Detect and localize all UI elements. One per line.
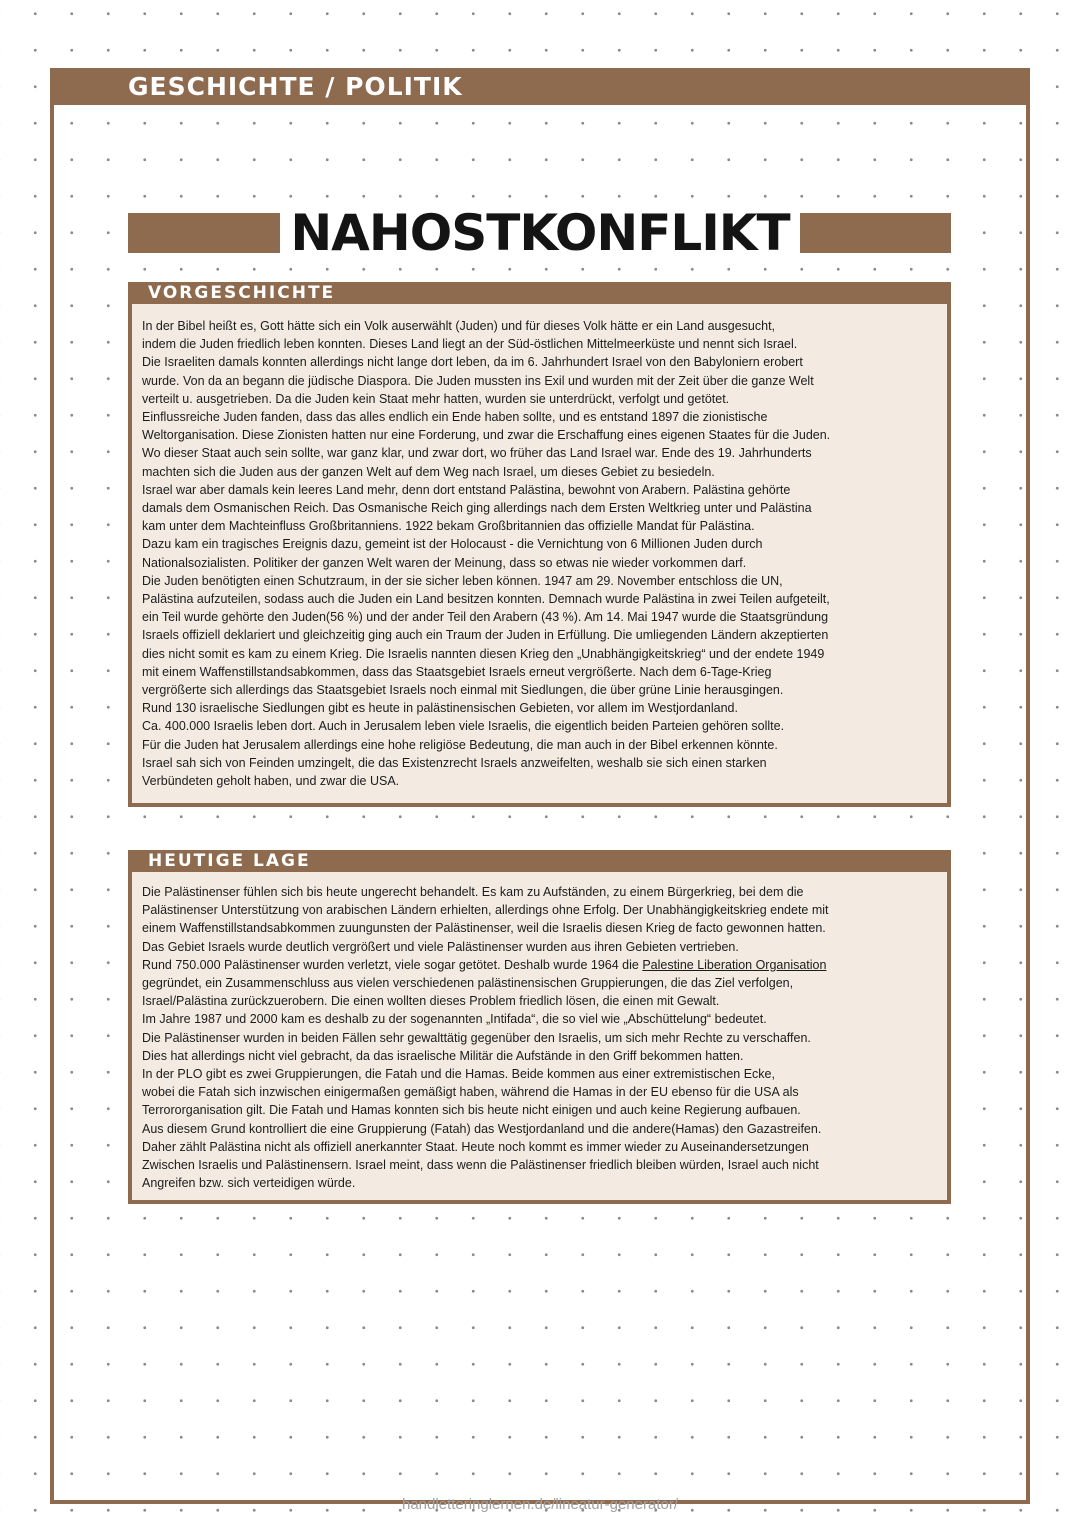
text-line: Israel/Palästina zurückzuerobern. Die einen wollten dieses Problem friedlich lösen, die einen mit Gewalt. (142, 994, 720, 1009)
section-heutige-lage (128, 850, 951, 1204)
section-body (132, 304, 947, 790)
text-line: Zwischen Israelis und Palästinensern. Israel meint, dass wenn die Palästinenser friedlich bleiben würden, Israel auch nicht (142, 1158, 819, 1173)
text-line: Die Israeliten damals konnten allerdings nicht lange dort leben, da im 6. Jahrhundert Israel von den Babyloniern erobert (142, 355, 803, 370)
text-line: ein Teil wurde gehörte den Juden(56 %) und der ander Teil den Arabern (43 %). Am 14. Mai 1947 wurde die Staatsgründung (142, 610, 829, 625)
text-line: Palästina aufzuteilen, sodass auch die Juden ein Land besitzen konnten. Demnach wurde Palästina in zwei Teilen aufgeteilt, (142, 592, 830, 607)
text-line: In der PLO gibt es zwei Gruppierungen, die Fatah und die Hamas. Beide kommen aus einer extremistischen Ecke, (142, 1067, 775, 1082)
section-body (132, 872, 947, 1192)
text-line: Palästinenser Unterstützung von arabischen Ländern erhielten, allerdings ohne Erfolg. Der Unabhängigkeitskrieg endete mit (142, 903, 829, 918)
text-line: Israel war aber damals kein leeres Land mehr, denn dort entstand Palästina, bewohnt von Arabern. Palästina gehörte (142, 482, 791, 497)
text-line: einem Waffenstillstandsabkommen zuungunsten der Palästinenser, weil die Israelis diesen Krieg de facto gewonnen hatten. (142, 921, 826, 936)
title-decoration-left (128, 213, 280, 253)
text-line: Verbündeten geholt haben, und zwar die USA. (142, 774, 400, 789)
text-line: damals dem Osmanischen Reich. Das Osmanische Reich ging allerdings nach dem Ersten Weltkrieg unter und Palästina (142, 501, 812, 516)
text-line: Das Gebiet Israels wurde deutlich vergrößert und viele Palästinenser wurden aus ihren Gebieten vertrieben. (142, 939, 739, 954)
text-line: kam unter dem Machteinfluss Großbritanniens. 1922 bekam Großbritannien das offizielle Mandat für Palästina. (142, 519, 755, 534)
text-line: wobei die Fatah sich inzwischen einigermaßen gemäßigt haben, während die Hamas in der EU ebenso für die USA als (142, 1085, 799, 1100)
text-line: verteilt u. ausgetrieben. Da die Juden kein Staat mehr hatten, wurden sie unterdrückt, verfolgt und getötet. (142, 391, 730, 406)
text-line: Weltorganisation. Diese Zionisten hatten nur eine Forderung, und zwar die Erschaffung eines eigenen Staates für die Juden. (142, 428, 831, 443)
text-line: Israels offiziell deklariert und gleichzeitig ging auch ein Traum der Juden in Erfüllung. Die umliegenden Ländern akzeptierten (142, 628, 829, 643)
footer-url: handletteringlernen.de/lineatur-generator/ (401, 1496, 679, 1513)
text-line: Dazu kam ein tragisches Ereignis dazu, gemeint ist der Holocaust - die Vernichtung von 6 Millionen Juden durch (142, 537, 763, 552)
text-line: In der Bibel heißt es, Gott hätte sich ein Volk auserwählt (Juden) und für dieses Volk hätte er ein Land ausgesucht, (142, 319, 776, 333)
text-line: mit einem Waffenstillstandsabkommen, dass das Staatsgebiet Israels erneut vergrößerte. Nach dem 6-Tage-Krieg (142, 664, 772, 679)
text-line: Die Juden benötigten einen Schutzraum, in der sie sicher leben können. 1947 am 29. November entschloss die UN, (142, 573, 783, 588)
text-line: Für die Juden hat Jerusalem allerdings eine hohe religiöse Bedeutung, die man auch in der Bibel erkennen könnte. (142, 737, 778, 752)
text-line: Aus diesem Grund kontrolliert die eine Gruppierung (Fatah) das Westjordanland und die andere(Hamas) den Gazastreifen. (142, 1121, 822, 1136)
text-line: Nationalsozialisten. Politiker der ganzen Welt waren der Meinung, dass so etwas nie wieder vorkommen darf. (142, 555, 747, 570)
text-line: Angreifen bzw. sich verteidigen würde. (142, 1176, 356, 1191)
section-vorgeschichte (128, 282, 951, 807)
text-line: Die Palästinenser fühlen sich bis heute ungerecht behandelt. Es kam zu Aufständen, zu einem Bürgerkrieg, bei dem die (142, 885, 804, 899)
text-line: Wo dieser Staat auch sein sollte, war ganz klar, und zwar dort, wo früher das Land Israel war. Ende des 19. Jahrhunderts (142, 446, 812, 461)
text-line (142, 956, 937, 974)
text-line: machten sich die Juden aus der ganzen Welt auf dem Weg nach Israel, um dieses Gebiet zu besiedeln. (142, 464, 715, 479)
text-line: gegründet, ein Zusammenschluss aus vielen verschiedenen palästinensischen Gruppierungen, die das Ziel verfolgen, (142, 976, 794, 991)
text-segment: Rund 750.000 Palästinenser wurden verletzt, viele sogar getötet. Deshalb wurde 1964 die (142, 957, 643, 972)
text-line: Rund 130 israelische Siedlungen gibt es heute in palästinensischen Gebieten, vor allem im Westjordanland. (142, 701, 738, 716)
text-line: Die Palästinenser wurden in beiden Fällen sehr gewalttätig gegenüber den Israelis, um sich mehr Rechte zu verschaffen. (142, 1030, 811, 1045)
text-line: Israel sah sich von Feinden umzingelt, die das Existenzrecht Israels anzweifelten, weshalb sie sich einen starken (142, 755, 767, 770)
text-line: Einflussreiche Juden fanden, dass das alles endlich ein Ende haben sollte, und es entstand 1897 die zionistische (142, 410, 768, 425)
main-title: NAHOSTKONFLIKT (280, 203, 800, 263)
section-heading: VORGESCHICHTE (132, 282, 947, 304)
text-line: Ca. 400.000 Israelis leben dort. Auch in Jerusalem leben viele Israelis, die eigentlich beiden Parteien gehören sollte. (142, 719, 785, 734)
plo-link[interactable]: Palestine Liberation Organisation (642, 957, 827, 972)
text-line: vergrößerte sich allerdings das Staatsgebiet Israels noch einmal mit Siedlungen, die über grüne Linie herausgingen. (142, 683, 784, 698)
text-line: Terrororganisation gilt. Die Fatah und Hamas konnten sich bis heute nicht einigen und auch keine Regierung aufbauen. (142, 1103, 801, 1118)
title-decoration-right (800, 213, 951, 253)
text-line: Daher zählt Palästina nicht als offiziell anerkannter Staat. Heute noch kommt es immer wieder zu Auseinandersetzungen (142, 1139, 809, 1154)
text-line: indem die Juden friedlich leben konnten. Dieses Land liegt an der Süd-östlichen Mittelmeerküste und nennt sich Israel. (142, 337, 798, 352)
text-line: Im Jahre 1987 und 2000 kam es deshalb zu der sogenannten „Intifada“, die so viel wie „Abschüttelung“ bedeutet. (142, 1012, 767, 1027)
text-line: Dies hat allerdings nicht viel gebracht, da das israelische Militär die Aufstände in den Griff bekommen hatten. (142, 1048, 744, 1063)
section-heading: HEUTIGE LAGE (132, 850, 947, 872)
subject-title: GESCHICHTE / POLITIK (128, 72, 463, 101)
text-line: wurde. Von da an begann die jüdische Diaspora. Die Juden mussten ins Exil und wurden mit der Zeit über die ganze Welt (142, 373, 814, 388)
text-line: dies nicht somit es kam zu einem Krieg. Die Israelis nannten diesen Krieg den „Unabhängigkeitskrieg“ und der endete 1949 (142, 646, 825, 661)
